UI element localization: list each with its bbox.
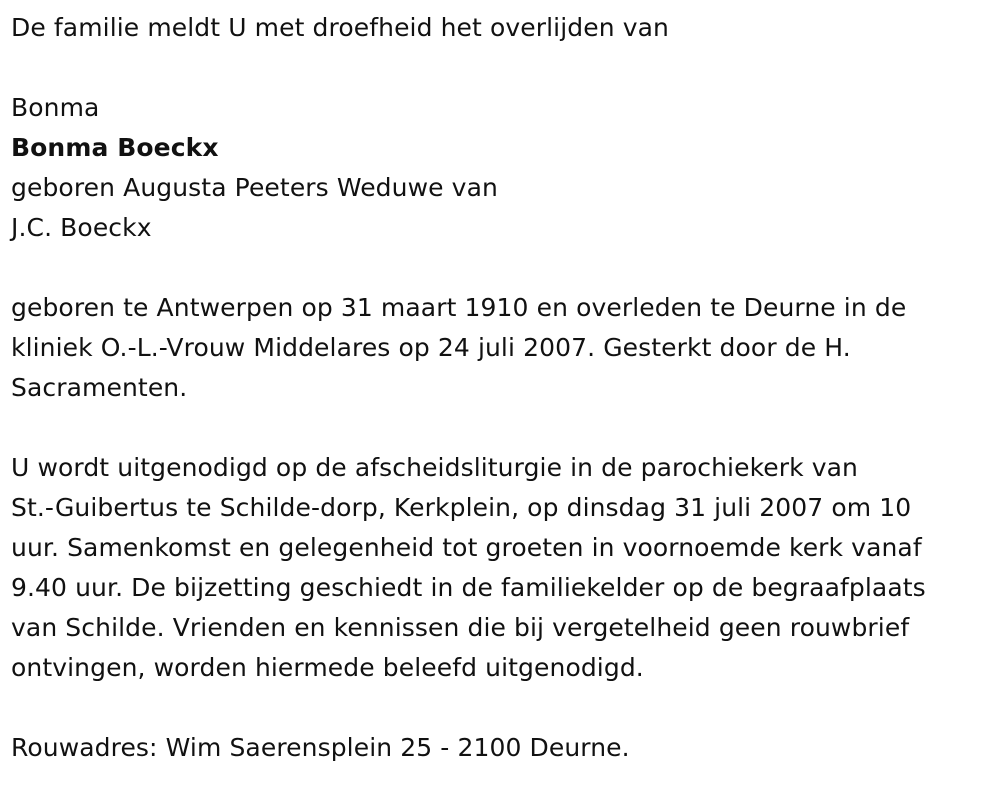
ceremony-line: St.-Guibertus te Schilde-dorp, Kerkplein, op dinsdag 31 juli 2007 om 10 bbox=[11, 493, 912, 522]
birth-name-line: geboren Augusta Peeters Weduwe van bbox=[11, 173, 498, 202]
life-paragraph bbox=[11, 288, 996, 408]
ceremony-line: uur. Samenkomst en gelegenheid tot groeten in voornoemde kerk vanaf bbox=[11, 533, 922, 562]
life-line: geboren te Antwerpen op 31 maart 1910 en overleden te Deurne in de bbox=[11, 293, 907, 322]
ceremony-line: van Schilde. Vrienden en kennissen die bij vergetelheid geen rouwbrief bbox=[11, 613, 910, 642]
life-line: kliniek O.-L.-Vrouw Middelares op 24 juli 2007. Gesterkt door de H. bbox=[11, 333, 851, 362]
ceremony-paragraph bbox=[11, 448, 996, 688]
life-line: Sacramenten. bbox=[11, 373, 188, 402]
nickname: Bonma bbox=[11, 93, 100, 122]
intro-text: De familie meldt U met droefheid het overlijden van bbox=[11, 13, 669, 42]
ceremony-line: U wordt uitgenodigd op de afscheidsliturgie in de parochiekerk van bbox=[11, 453, 859, 482]
ceremony-line: 9.40 uur. De bijzetting geschiedt in de familiekelder op de begraafplaats bbox=[11, 573, 926, 602]
spouse-name: J.C. Boeckx bbox=[11, 213, 152, 242]
full-name: Bonma Boeckx bbox=[11, 133, 219, 162]
ceremony-line: ontvingen, worden hiermede beleefd uitgenodigd. bbox=[11, 653, 644, 682]
mourning-address: Rouwadres: Wim Saerensplein 25 - 2100 Deurne. bbox=[11, 733, 630, 762]
